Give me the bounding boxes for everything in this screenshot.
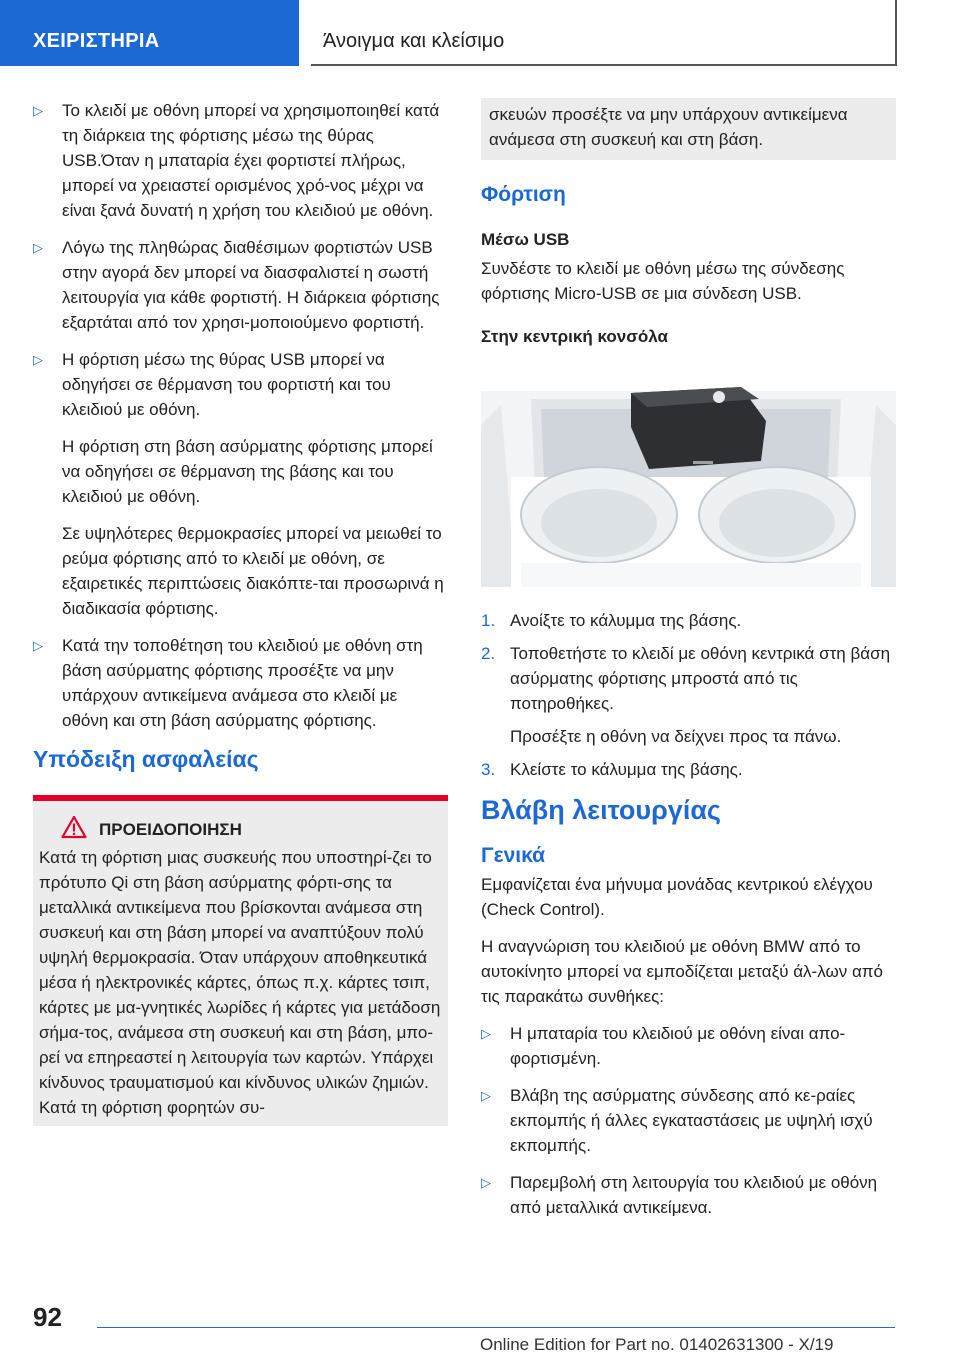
triangle-bullet-icon: ▷	[481, 1026, 491, 1041]
usb-heading: Μέσω USB	[481, 230, 570, 249]
triangle-bullet-icon: ▷	[33, 638, 43, 653]
charging-heading: Φόρτιση	[481, 183, 566, 206]
warning-text: Κατά τη φόρτιση μιας συσκευής που υποστηρί-ζει το πρότυπο Qi στη βάση ασύρματης φόρτι-σης τα μεταλλικά αντικείμενα που βρίσκονται ανάμεσα στη συσκευή και στη βάση μπορεί να αναπτύξουν πολύ υψηλή θερμοκρασία. Όταν υπάρχουν αποθηκευτικά μέσα ή ηλεκτρονικές κάρτες, όπως π.χ. κάρτες τσιπ, κάρτες με μα-γνητικές λωρίδες ή κάρτες για μετάδοση σήμα-τος, ανάμεσα στη συσκευή και στη βάση, μπο-ρεί να επηρεαστεί η λειτουργία των καρτών. Υπάρχει κίνδυνος τραυματισμού και κίνδυνος υλικών ζημιών. Κατά τη φόρτιση φορητών συ-	[39, 848, 441, 1117]
warning-title-row	[39, 817, 442, 845]
warning-box	[33, 801, 448, 1126]
list-item: ▷ Βλάβη της ασύρματης σύνδεσης από κε-ραίες εκπομπής ή άλλες εγκαταστάσεις με υψηλή ισχύ εκπομπής.	[481, 1083, 896, 1158]
step-item: 3. Κλείστε το κάλυμμα της βάσης.	[481, 760, 743, 779]
right-column	[481, 98, 896, 1232]
triangle-bullet-icon: ▷	[33, 352, 43, 367]
console-heading: Στην κεντρική κονσόλα	[481, 327, 668, 346]
warning-title: ΠΡΟΕΙΔΟΠΟΙΗΣΗ	[99, 820, 242, 839]
step-note: Προσέξτε η οθόνη να δείχνει προς τα πάνω.	[510, 727, 842, 746]
general-paragraph: Η αναγνώριση του κλειδιού με οθόνη BMW από το αυτοκίνητο μπορεί να εμποδίζεται μεταξύ άλ-λων από τις παρακάτω συνθήκες:	[481, 937, 883, 1006]
page-number: 92	[33, 1302, 62, 1332]
triangle-bullet-icon: ▷	[33, 240, 43, 255]
footer-edition: Online Edition for Part no. 01402631300 - X/19	[480, 1335, 834, 1354]
left-column	[33, 98, 448, 1126]
header-chapter-box	[311, 0, 897, 66]
footer-divider	[97, 1327, 895, 1328]
step-item: 2. Τοποθετήστε το κλειδί με οθόνη κεντρικά στη βάση ασύρματης φόρτισης μπροστά από τις ποτηροθήκες.	[481, 644, 891, 713]
usb-text: Συνδέστε το κλειδί με οθόνη μέσω της σύνδεσης φόρτισης Micro-USB σε μια σύνδεση USB.	[481, 259, 845, 303]
header-section-title: ΧΕΙΡΙΣΤΗΡΙΑ	[33, 30, 160, 52]
list-item: ▷ Η φόρτιση μέσω της θύρας USB μπορεί να οδηγήσει σε θέρμανση του φορτιστή και του κλειδιού με οθόνη.	[33, 347, 448, 422]
header-section-tab	[0, 0, 299, 66]
safety-heading: Υπόδειξη ασφαλείας	[33, 746, 259, 772]
triangle-bullet-icon: ▷	[481, 1175, 491, 1190]
list-item: ▷ Λόγω της πληθώρας διαθέσιμων φορτιστών USB στην αγορά δεν μπορεί να διασφαλιστεί η σωστή λειτουργία για κάθε φορτιστή. Η διάρκεια φόρτισης εξαρτάται από τον χρησι-μοποιούμενο φορτιστή.	[33, 235, 448, 335]
triangle-bullet-icon: ▷	[33, 103, 43, 118]
warning-box-continued: σκευών προσέξτε να μην υπάρχουν αντικείμενα ανάμεσα στη συσκευή και στη βάση.	[481, 98, 896, 160]
triangle-bullet-icon: ▷	[481, 1088, 491, 1103]
list-item: ▷ Κατά την τοποθέτηση του κλειδιού με οθόνη στη βάση ασύρματης φόρτισης προσέξτε να μην υπάρχουν αντικείμενα ανάμεσα στο κλειδί με οθόνη και στη βάση ασύρματης φόρτισης.	[33, 633, 448, 733]
sub-paragraph: Η φόρτιση στη βάση ασύρματης φόρτισης μπορεί να οδηγήσει σε θέρμανση της βάσης και του κλειδιού με οθόνη.	[62, 437, 433, 506]
sub-paragraph: Σε υψηλότερες θερμοκρασίες μπορεί να μειωθεί το ρεύμα φόρτισης από το κλειδί με οθόνη, σε εξαιρετικές περιπτώσεις διακόπτε-ται προσωρινά η διαδικασία φόρτισης.	[62, 524, 444, 618]
step-item: 1. Ανοίξτε το κάλυμμα της βάσης.	[481, 611, 742, 630]
list-item: ▷ Παρεμβολή στη λειτουργία του κλειδιού με οθόνη από μεταλλικά αντικείμενα.	[481, 1170, 896, 1220]
header-chapter-title: Άνοιγμα και κλείσιμο	[323, 30, 505, 52]
warning-triangle-icon	[61, 815, 87, 839]
general-heading: Γενικά	[481, 844, 546, 867]
general-paragraph: Εμφανίζεται ένα μήνυμα μονάδας κεντρικού ελέγχου (Check Control).	[481, 875, 873, 919]
center-console-charging-tray-illustration	[481, 365, 896, 587]
malfunction-heading: Βλάβη λειτουργίας	[481, 795, 721, 825]
list-item: ▷ Το κλειδί με οθόνη μπορεί να χρησιμοποιηθεί κατά τη διάρκεια της φόρτισης μέσω της θύρας USB.Όταν η μπαταρία έχει φορτιστεί πλήρως, μπορεί να χρειαστεί ορισμένος χρό-νος μέχρι να είναι ξανά δυνατή η χρήση του κλειδιού με οθόνη.	[33, 98, 448, 223]
list-item: ▷ Η μπαταρία του κλειδιού με οθόνη είναι απο-φορτισμένη.	[481, 1021, 896, 1071]
